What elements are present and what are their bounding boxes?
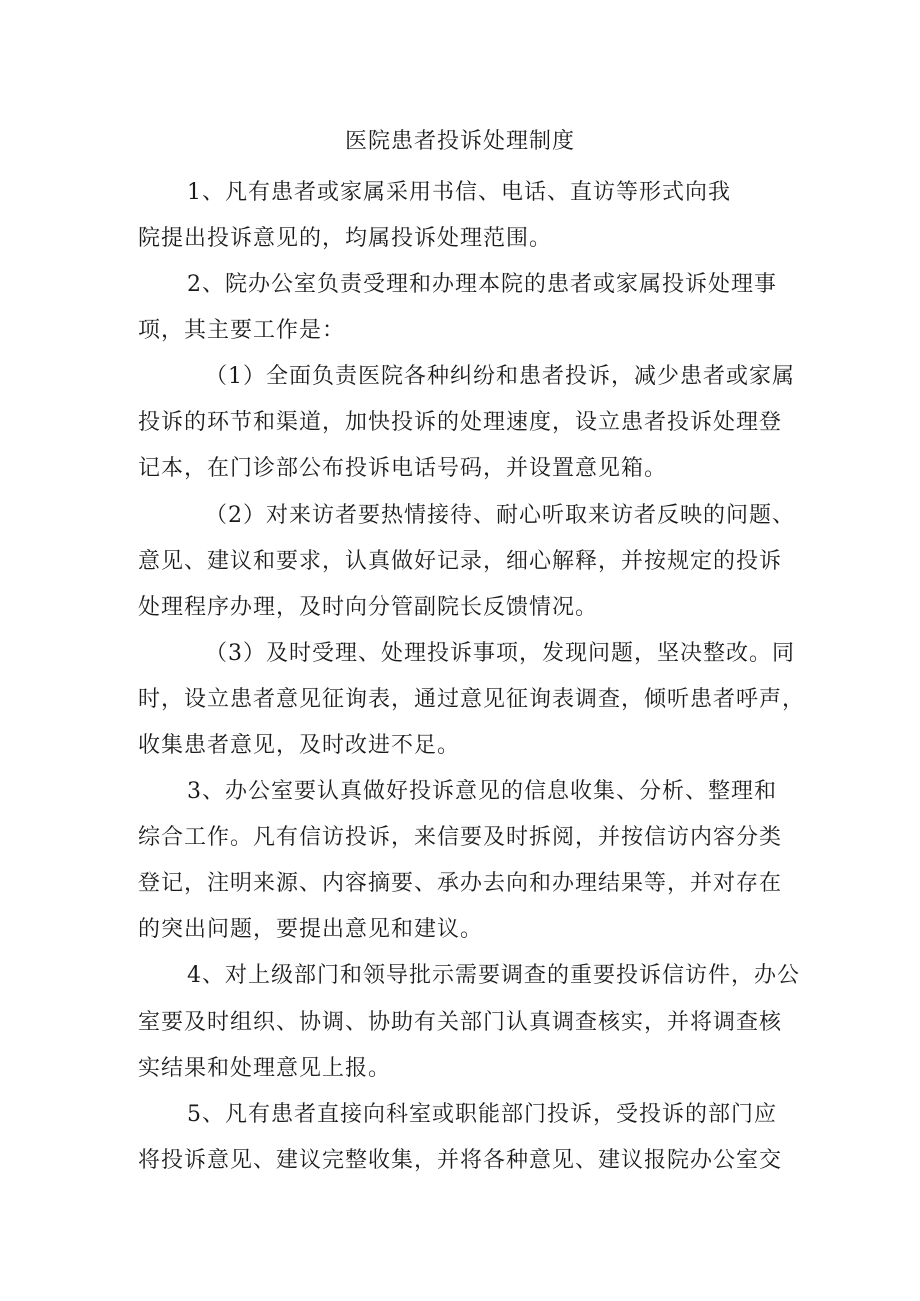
paragraph-3-line-3: 登记，注明来源、内容摘要、承办去向和办理结果等，并对存在 [138, 871, 783, 896]
item-1-line-1: （1）全面负责医院各种纠纷和患者投诉，减少患者或家属 [205, 364, 795, 389]
paragraph-3-line-2: 综合工作。凡有信访投诉，来信要及时拆阅，并按信访内容分类 [138, 825, 783, 850]
document-title: 医院患者投诉处理制度 [344, 129, 575, 154]
item-2-line-3: 处理程序办理，及时向分管副院长反馈情况。 [138, 595, 599, 620]
paragraph-5-line-2: 将投诉意见、建议完整收集，并将各种意见、建议报院办公室交 [138, 1148, 783, 1173]
paragraph-3-line-4: 的突出问题，要提出意见和建议。 [138, 917, 484, 942]
paragraph-4-line-2: 室要及时组织、协调、协助有关部门认真调查核实，并将调查核 [138, 1010, 783, 1035]
paragraph-2-line-2: 项，其主要工作是： [138, 318, 346, 343]
item-1-line-2: 投诉的环节和渠道，加快投诉的处理速度，设立患者投诉处理登 [138, 410, 783, 435]
paragraph-4-line-3: 实结果和处理意见上报。 [138, 1056, 392, 1081]
paragraph-2-line-1: 2、院办公室负责受理和办理本院的患者或家属投诉处理事 [187, 272, 777, 297]
paragraph-1-line-1: 1、凡有患者或家属采用书信、电话、直访等形式向我 [187, 180, 731, 205]
paragraph-3-line-1: 3、办公室要认真做好投诉意见的信息收集、分析、整理和 [187, 779, 777, 804]
item-2-line-2: 意见、建议和要求，认真做好记录，细心解释，并按规定的投诉 [138, 549, 783, 574]
paragraph-1-line-2: 院提出投诉意见的，均属投诉处理范围。 [138, 226, 553, 251]
item-3-line-1: （3）及时受理、处理投诉事项，发现问题，坚决整改。同 [205, 641, 795, 666]
paragraph-5-line-1: 5、凡有患者直接向科室或职能部门投诉，受投诉的部门应 [187, 1102, 777, 1127]
paragraph-4-line-1: 4、对上级部门和领导批示需要调查的重要投诉信访件，办公 [187, 963, 800, 988]
item-3-line-3: 收集患者意见，及时改进不足。 [138, 733, 461, 758]
item-2-line-1: （2）对来访者要热情接待、耐心听取来访者反映的问题、 [205, 503, 795, 528]
item-1-line-3: 记本，在门诊部公布投诉电话号码，并设置意见箱。 [138, 456, 668, 481]
item-3-line-2: 时，设立患者意见征询表，通过意见征询表调查，倾听患者呼声， [138, 687, 806, 712]
